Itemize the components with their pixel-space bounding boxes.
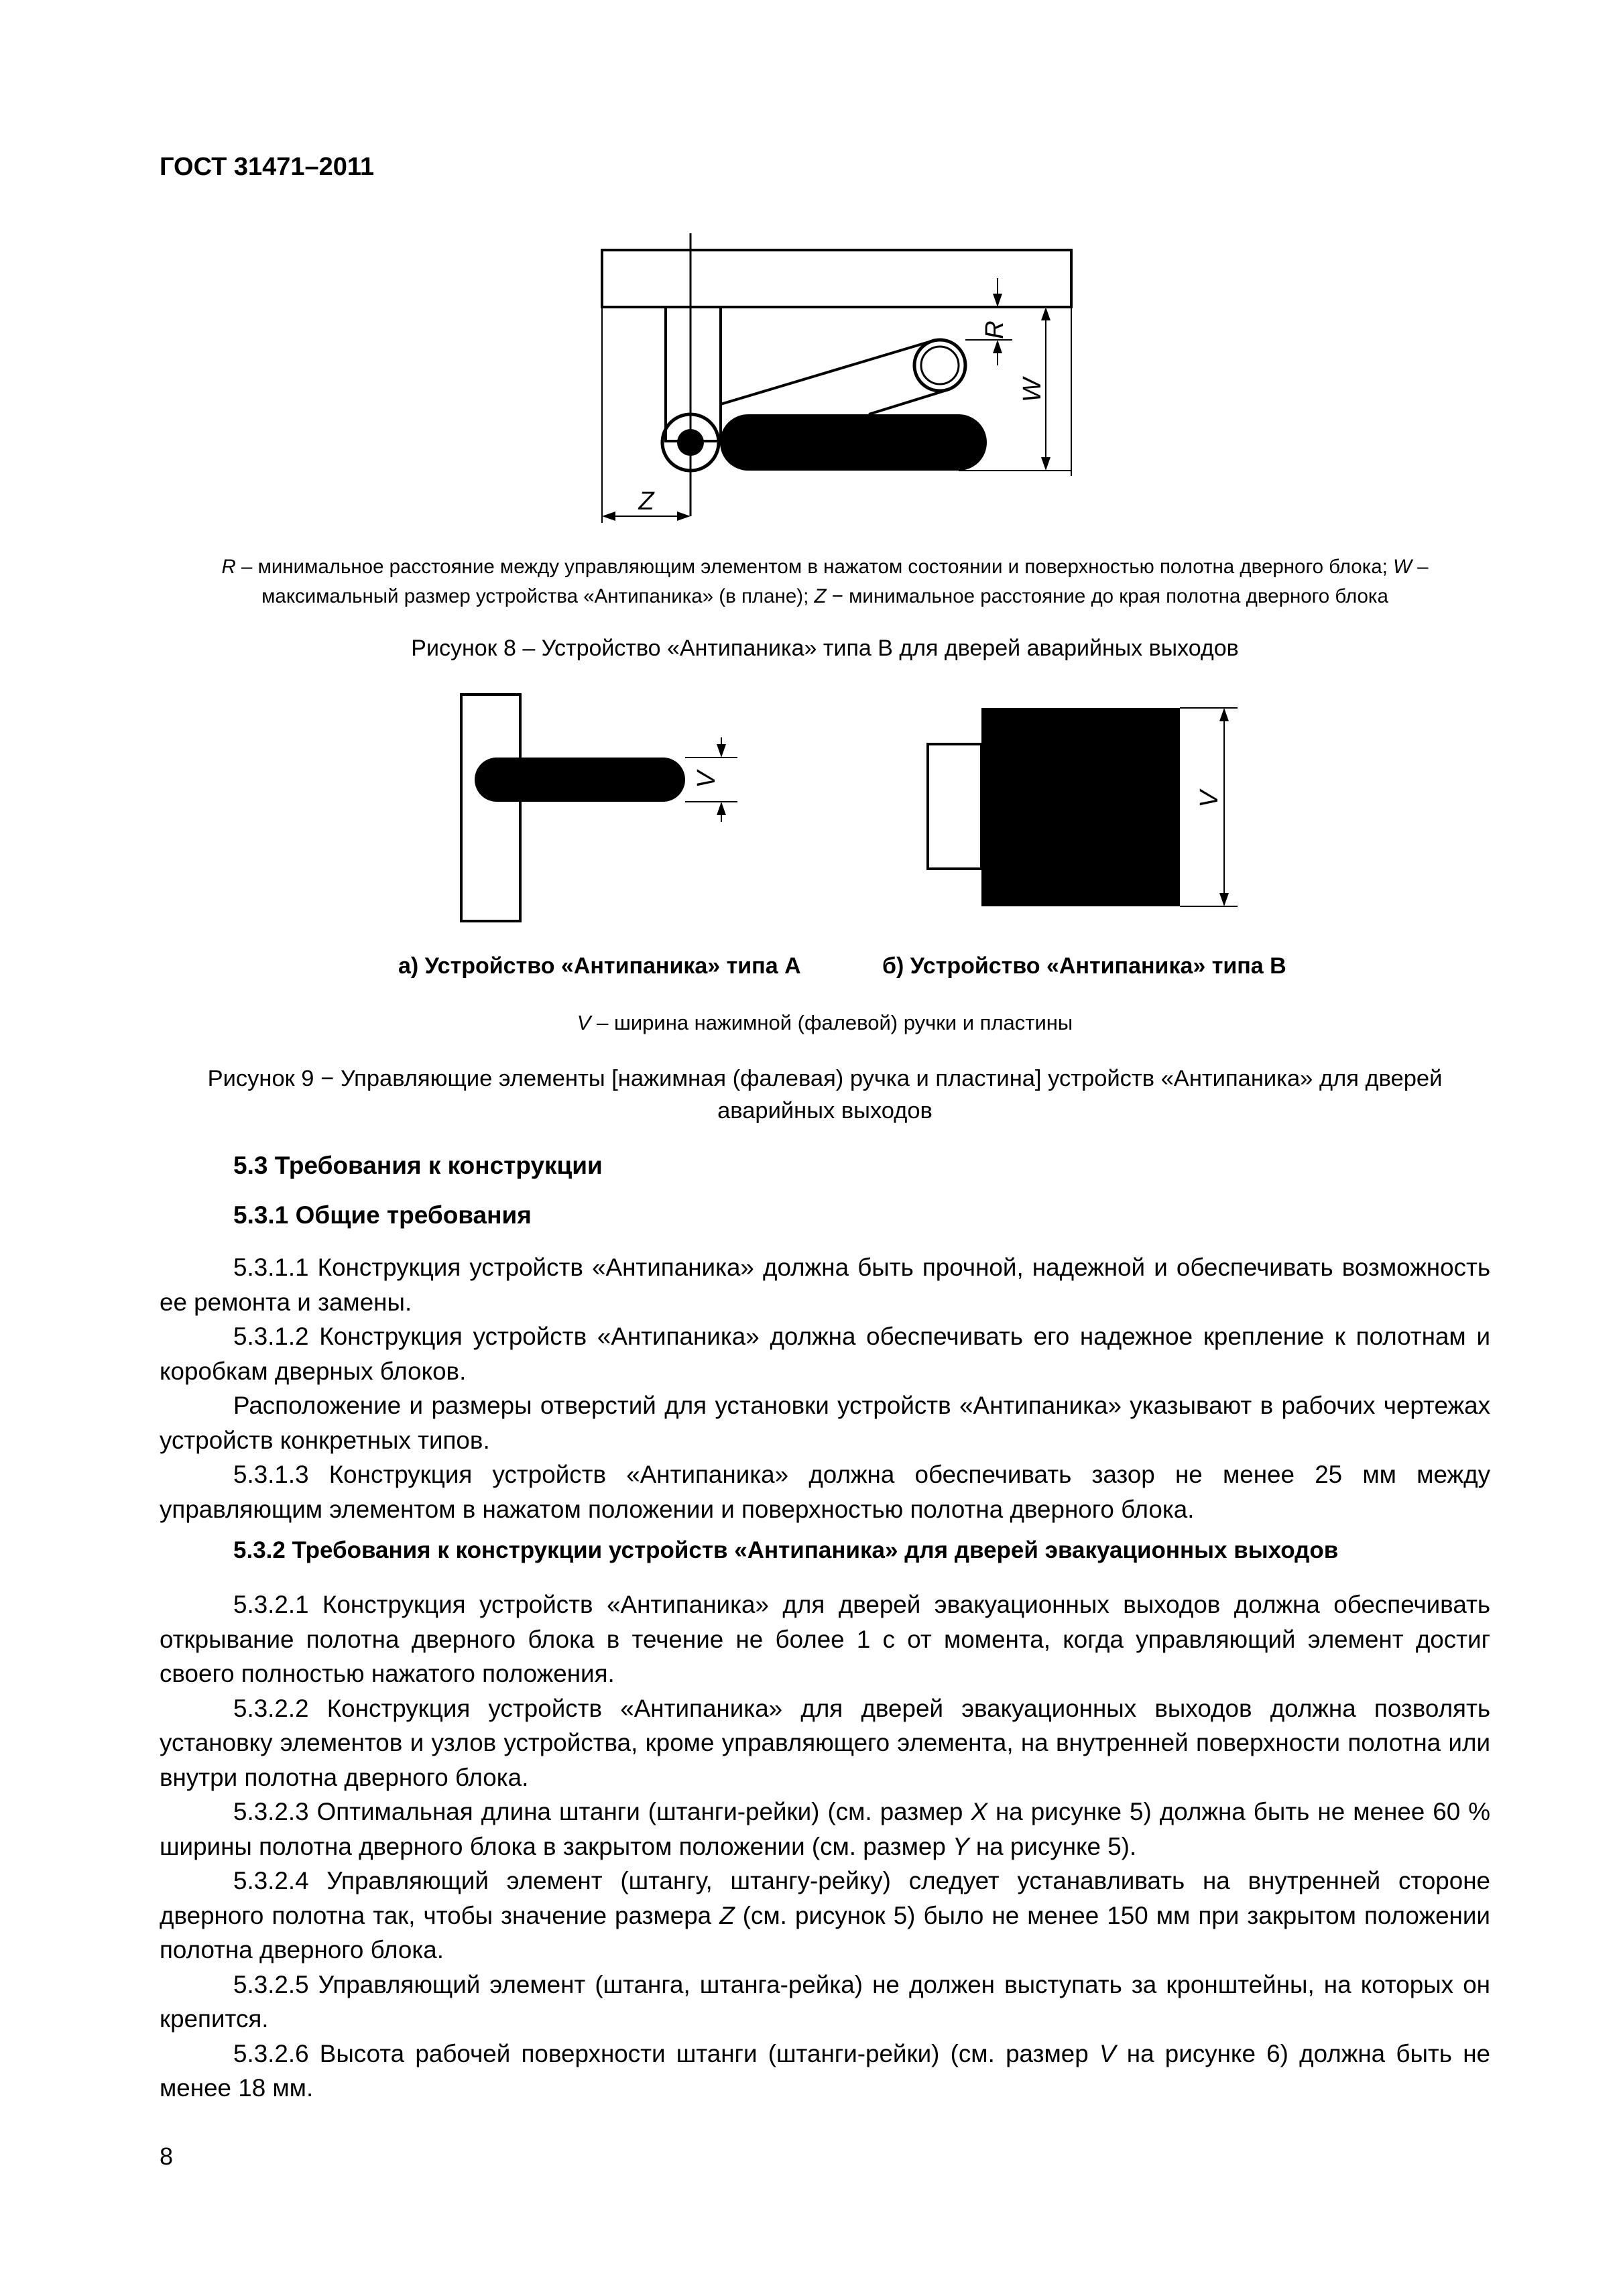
document-header: ГОСТ 31471–2011: [160, 153, 375, 181]
dim-label-w: W: [1018, 378, 1046, 402]
dim-label-v-b: V: [1195, 790, 1223, 808]
paragraph-5-3-2-3: 5.3.2.3 Оптимальная длина штанги (штанги-рейки) (см. размер X на рисунке 5) должна быть не менее 60 % ширины полотна дверного блока в закрытом положении (см. размер Y на рисунке 5).: [160, 1798, 1490, 1860]
paragraph-5-3-2-2: 5.3.2.2 Конструкция устройств «Антипаника» для дверей эвакуационных выходов должна позволять установку элементов и узлов устройства, кроме управляющего элемента, на внутренней поверхности полотна или внутри полотна дверного блока.: [160, 1694, 1490, 1791]
figure-9-legend: V – ширина нажимной (фалевой) ручки и пластины: [577, 1011, 1073, 1034]
paragraph-5-3-1-2: 5.3.1.2 Конструкция устройств «Антипаника» должна обеспечивать его надежное крепление к полотнам и коробкам дверных блоков.: [160, 1323, 1490, 1385]
section-5-3-2-text: [160, 1587, 1490, 2106]
figure-8-caption: Рисунок 8 – Устройство «Антипаника» типа В для дверей аварийных выходов: [411, 636, 1239, 661]
push-handle: [475, 758, 685, 802]
dim-label-z: Z: [638, 487, 654, 516]
figure-9a-subcaption: а) Устройство «Антипаника» типа А: [398, 953, 801, 979]
mounting-plate: [928, 744, 981, 869]
paragraph-5-3-2-4: 5.3.2.4 Управляющий элемент (штангу, штангу-рейку) следует устанавливать на внутренней стороне дверного полотна так, чтобы значение размера Z (см. рисунок 5) было не менее 150 мм при закрытом положении полотна дверного блока.: [160, 1867, 1490, 1963]
figure-9-caption: Рисунок 9 − Управляющие элементы [нажимная (фалевая) ручка и пластина] устройств «Антипаника» для дверей аварийных выходов: [207, 1066, 1443, 1124]
push-bar-released-end-inner: [921, 347, 959, 384]
paragraph-5-3-2-6: 5.3.2.6 Высота рабочей поверхности штанги (штанги-рейки) (см. размер V на рисунке 6) должна быть не менее 18 мм.: [160, 2039, 1490, 2102]
heading-5-3: 5.3 Требования к конструкции: [233, 1152, 603, 1179]
paragraph-hole-location: Расположение и размеры отверстий для установки устройств «Антипаника» указывают в рабочих чертежах устройств конкретных типов.: [160, 1392, 1490, 1454]
paragraph-5-3-2-1: 5.3.2.1 Конструкция устройств «Антипаника» для дверей эвакуационных выходов должна обеспечивать открывание полотна дверного блока в течение не более 1 с от момента, когда управляющий элемент достиг своего полностью нажатого положения.: [160, 1591, 1490, 1687]
figure-9b-drawing: [928, 708, 1238, 906]
dim-label-v-a: V: [693, 771, 721, 788]
lever-arm-top: [721, 340, 936, 404]
paragraph-5-3-1-1: 5.3.1.1 Конструкция устройств «Антипаника» должна быть прочной, надежной и обеспечивать возможность ее ремонта и замены.: [160, 1254, 1490, 1316]
paragraph-5-3-2-5: 5.3.2.5 Управляющий элемент (штанга, штанга-рейка) не должен выступать за кронштейны, на которых он крепится.: [160, 1970, 1490, 2033]
dim-label-r: R: [981, 320, 1009, 339]
push-pad: [981, 708, 1180, 906]
figures-drawing: [0, 0, 1623, 1006]
figure-9b-subcaption: б) Устройство «Антипаника» типа В: [882, 953, 1286, 979]
door-leaf-section: [461, 694, 520, 921]
figure-8-legend: R – минимальное расстояние между управляющим элементом в нажатом состоянии и поверхностью полотна дверного блока; W – максимальный размер устройства «Антипаника» (в плане); Z − минимальное расстояние до края полотна дверного блока: [221, 556, 1429, 607]
heading-5-3-1: 5.3.1 Общие требования: [233, 1201, 532, 1229]
push-bar-pressed: [720, 414, 987, 471]
heading-5-3-2: 5.3.2 Требования к конструкции устройств «Антипаника» для дверей эвакуационных выходов: [233, 1537, 1339, 1563]
door-leaf-plan: [602, 250, 1071, 307]
lever-arm-bottom: [869, 390, 947, 414]
pivot-inner: [677, 429, 704, 456]
section-5-3-1-text: [160, 1250, 1490, 1526]
figure-9a-drawing: [461, 694, 737, 921]
figure-8-drawing: [602, 233, 1071, 523]
paragraph-5-3-1-3: 5.3.1.3 Конструкция устройств «Антипаника» должна обеспечивать зазор не менее 25 мм между управляющим элементом в нажатом положении и поверхностью полотна дверного блока.: [160, 1461, 1490, 1523]
page-number: 8: [160, 2142, 174, 2170]
